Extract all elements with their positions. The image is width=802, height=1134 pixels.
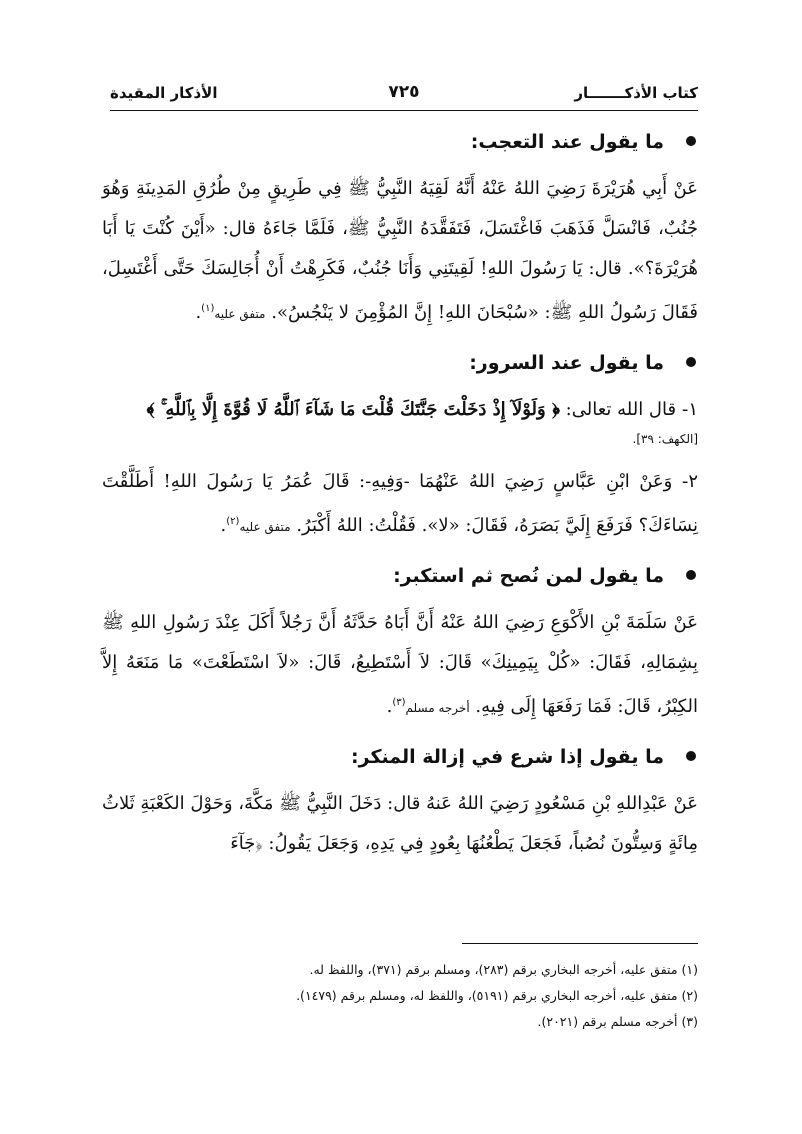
section-heading [102,740,698,774]
footnote: (٢) متفق عليه، أخرجه البخاري برقم (٥١٩١)، واللفظ له، ومسلم برقم (١٤٧٩). [296,988,698,1003]
verse-reference: [الكهف: ٣٩]. [632,432,698,446]
hadith-source: متفق عليه [239,520,291,534]
section-heading [102,559,698,593]
bullet-icon [686,136,696,146]
item-number: ٢- [681,471,698,492]
section-title: ما يقول عند السرور: [469,352,664,374]
section-heading [102,346,698,380]
footnote: (١) متفق عليه، أخرجه البخاري برقم (٢٨٣)، ومسلم برقم (٣٧١)، واللفظ له. [309,962,698,977]
bullet-icon [686,751,696,761]
page-number: ٧٢٥ [388,82,420,102]
bullet-icon [686,357,696,367]
numbered-item [102,390,698,430]
footnote-marker[interactable]: (٣) [392,697,406,708]
item-lead: قال الله تعالى: [565,399,677,420]
hadith-paragraph [102,784,698,864]
running-header [110,80,698,111]
hadith-paragraph [102,169,698,334]
item-number: ١- [681,399,698,420]
hadith-text: عَنْ أَبِي هُرَيْرَةَ رَضِيَ اللهُ عَنْهُ أَنَّهُ لَقِيَهُ النَّبِيُّ ﷺ فِي طَرِيقٍ مِنْ طُرُقِ المَدِينَةِ وَهُوَ جُنُبٌ، فَانْسَلَّ فَذَهَبَ فَاغْتَسَلَ، فَتَفَقَّدَهُ النَّبِيُّ ﷺ، فَلَمَّا جَاءَهُ قال: «أَيْنَ كُنْتَ يَا أَبَا هُرَيْرَةَ؟». قال: يَا رَسُولَ اللهِ! لَقِيتَنِي وَأَنَا جُنُبٌ، فَكَرِهْتُ أَنْ أُجَالِسَكَ حَتَّى أَغْتَسِلَ، فَقَالَ رَسُولُ اللهِ ﷺ: «سُبْحَانَ اللهِ! إِنَّ المُؤْمِنَ لا يَنْجُسُ». [102,178,698,323]
footnote-marker[interactable]: (١) [201,303,215,314]
sentence-end: . [386,696,393,717]
quran-verse: ﴿ وَلَوْلَآ إِذْ دَخَلْتَ جَنَّتَكَ قُلْتَ مَا شَآءَ ٱللَّهُ لَا قُوَّةَ إِلَّا بِٱللَّهِ ۚ ﴾ [146,399,560,420]
sentence-end: . [220,515,227,536]
section-heading [102,125,698,159]
numbered-item [102,462,698,547]
bullet-icon [686,570,696,580]
section-title: ما يقول إذا شرع في إزالة المنكر: [351,746,664,768]
hadith-source: أخرجه مسلم [405,701,470,715]
footnote-marker[interactable]: (٢) [226,516,240,527]
sentence-end: . [195,302,202,323]
hadith-source: متفق عليه [214,307,266,321]
chapter-title: الأذكار المقيدة [110,84,218,102]
hadith-text: وَعَنْ ابْنِ عَبَّاسٍ رَضِيَ اللهُ عَنْهُمَا -وَفِيهِ-: قَالَ عُمَرُ يَا رَسُولَ اللهِ! أَطَلَّقْتَ نِسَاءَكَ؟ فَرَفَعَ إِلَيَّ بَصَرَهُ، فَقَالَ: «لا». فَقُلْتُ: اللهُ أَكْبَرُ. [102,471,698,536]
book-title: كتاب الأذكـــــــار [574,84,698,102]
hadith-text: عَنْ سَلَمَةَ بْنِ الأَكْوَعِ رَضِيَ اللهُ عَنْهُ أَنَّ أَبَاهُ حَدَّثَهُ أَنَّ رَجُلاً أَكَلَ عِنْدَ رَسُولِ اللهِ ﷺ بِشِمَالِهِ، فَقَالَ: «كُلْ بِيَمِينِكَ» قَالَ: لاَ أَسْتَطِيعُ، قَالَ: «لاَ اسْتَطَعْتَ» مَا مَنَعَهُ إِلاَّ الكِبْرُ، قَالَ: فَمَا رَفَعَهَا إِلَى فِيهِ. [102,612,698,717]
hadith-text: عَنْ عَبْدِاللهِ بْنِ مَسْعُودٍ رَضِيَ اللهُ عَنهُ قال: دَخَلَ النَّبِيُّ ﷺ مَكَّةَ، وَحَوْلَ الكَعْبَةِ ثَلاثُ مِائَةٍ وَسِتُّونَ نُصُباً، فَجَعَلَ يَطْعُنُهَا بِعُودٍ فِي يَدِهِ، وَجَعَلَ يَقُولُ: ﴿جَآءَ [102,793,698,854]
main-text [102,125,698,876]
footnote-divider [462,943,698,944]
section-title: ما يقول لمن نُصح ثم استكبر: [393,565,664,587]
footnote: (٣) أخرجه مسلم برقم (٢٠٢١). [537,1014,698,1029]
section-title: ما يقول عند التعجب: [470,131,664,153]
hadith-paragraph [102,603,698,728]
footnotes [102,958,698,1036]
